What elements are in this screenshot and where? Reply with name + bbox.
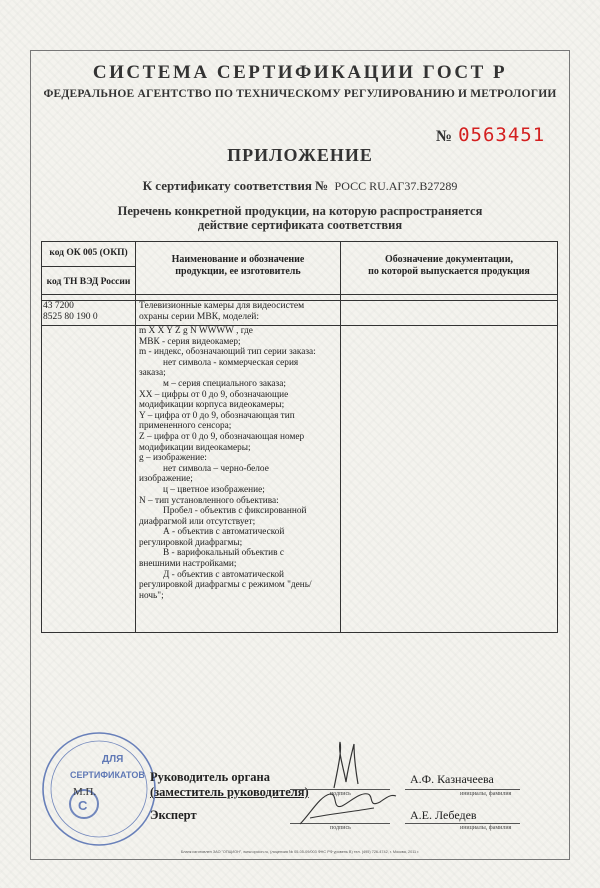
number-sign: № [436,128,453,145]
header-product-line2: продукции, ее изготовитель [175,266,301,277]
header-docs-line1: Обозначение документации, [385,254,513,265]
model-line: регулировкой диафрагмы; [139,537,243,548]
model-line: внешними настройками; [139,559,237,570]
expert-name: А.Е. Лебедев [410,808,477,822]
header-docs [341,242,558,295]
expert-name-line [405,823,520,824]
expert-signature [290,784,400,834]
model-line: В - варифокальный объектив с [163,548,284,559]
model-line: модификации видеокамеры; [139,442,251,453]
header-codes [42,242,136,295]
product-table [41,241,558,633]
subheading [0,204,600,232]
model-lines [136,326,340,601]
code-okp: 43 7200 [43,301,74,311]
model-line: заказа; [139,368,166,379]
model-line: регулировкой диафрагмы с режимом "день/ [139,580,312,591]
subheading-line1: Перечень конкретной продукции, на которую распространяется [117,204,483,218]
model-line: Д - объектив с автоматической [163,569,285,580]
certification-stamp [40,730,158,848]
product-line2: охраны серии МВК, моделей: [139,312,260,322]
model-line: МВК - серия видеокамер; [139,336,241,347]
header-product [136,242,341,295]
header-okp: код ОК 005 (ОКП) [42,242,135,267]
head-name: А.Ф. Казначеева [410,772,494,786]
model-line: А - объектив с автоматической [163,527,285,538]
model-line: изображение; [139,474,193,485]
codes-cell-empty [42,326,136,633]
model-line: ц – цветное изображение; [163,484,265,495]
expert-sign-caption: подпись [330,825,351,831]
head-name-caption: инициалы, фамилия [460,791,512,797]
expert-name-caption: инициалы, фамилия [460,825,512,831]
model-line: Z – цифра от 0 до 9, обозначающая номер [139,431,305,442]
head-sign-caption: подпись [330,791,351,797]
model-line: N – тип установленного объектива: [139,495,279,506]
agency-title: ФЕДЕРАЛЬНОЕ АГЕНТСТВО ПО ТЕХНИЧЕСКОМУ РЕГУЛИРОВАНИЮ И МЕТРОЛОГИИ [43,88,557,100]
deputy-label: (заместитель руководителя) [150,785,309,799]
table-header-row [42,242,558,295]
stamp-place: М.П. [73,786,97,798]
model-line: нет символа - коммерческая серия [163,357,299,368]
model-line: m - индекс, обозначающий тип серии заказа: [139,347,316,358]
certificate-ref-label: К сертификату соответствия № [142,178,329,193]
stamp-word1: ДЛЯ [102,754,124,765]
certificate-ref-number: РОСС RU.АГ37.В27289 [334,179,458,193]
table-row [42,326,558,633]
codes-cell [42,301,136,326]
model-line: m X X Y Z g N WWWW , где [139,326,253,336]
subheading-line2: действие сертификата соответствия [197,218,403,232]
product-cell [136,301,341,326]
number-value: 0563451 [458,124,546,146]
model-line: Y – цифра от 0 до 9, обозначающая тип [139,410,295,421]
model-line: XX – цифры от 0 до 9, обозначающие [139,389,289,400]
model-line: ночь"; [139,590,164,601]
svg-text:С: С [78,798,88,813]
model-description-cell [136,326,341,633]
model-line: Пробел - объектив с фиксированной [163,506,307,517]
form-footer: Бланк изготовлен ЗАО "ОПЦИОН", www.opcion.ru, (лицензия № 05-05-09/003 ФНС РФ уровень В) тел. (495) 726-4742, г. Москва, 2011 г. [180,850,420,854]
page-title: ПРИЛОЖЕНИЕ [227,145,373,165]
model-line: модификации корпуса видеокамеры; [139,400,285,411]
model-line: м – серия специального заказа; [163,378,286,389]
system-title: СИСТЕМА СЕРТИФИКАЦИИ ГОСТ Р [92,62,508,83]
blank-number [436,124,545,147]
certificate-reference [0,178,600,194]
head-label: Руководитель органа [150,770,270,784]
header-product-line1: Наименование и обозначение [171,254,305,265]
model-line: нет символа – черно-белое [163,463,269,474]
model-line: g – изображение: [139,453,207,464]
model-line: примененного сенсора; [139,421,232,432]
header-tnved: код ТН ВЭД России [46,277,131,287]
code-tnved: 8525 80 190 0 [43,312,98,322]
head-name-line [405,789,520,790]
table-row [42,301,558,326]
product-line1: Телевизионные камеры для видеосистем [139,301,305,311]
model-line: диафрагмой или отсутствует; [139,516,256,527]
expert-label: Эксперт [150,808,197,822]
docs-cell-empty [341,326,558,633]
header-docs-line2: по которой выпускается продукция [368,266,530,277]
stamp-word2: СЕРТИФИКАТОВ [70,770,145,780]
docs-cell [341,301,558,326]
